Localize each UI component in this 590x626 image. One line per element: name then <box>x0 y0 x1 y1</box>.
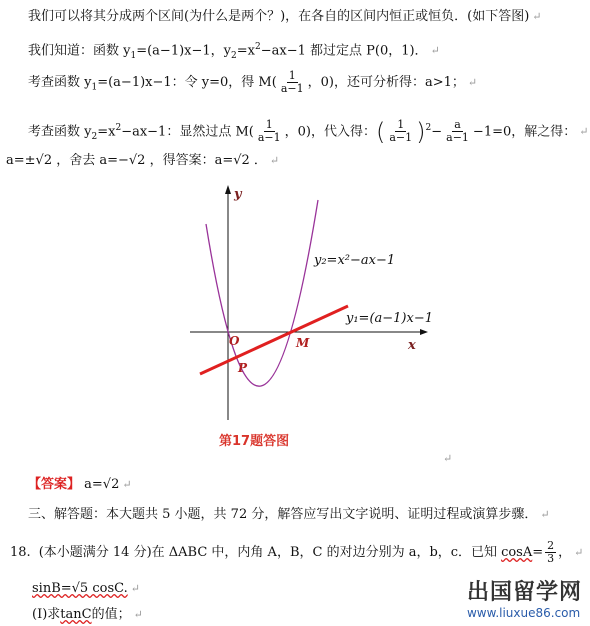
figure-caption: 第17题答图 <box>219 434 290 449</box>
fraction-two-thirds: $\frac{2}{3}$ <box>547 539 555 565</box>
parabola-curve <box>206 200 318 386</box>
paragraph-substitute: 考查函数 $y_2=x^2-ax-1$：显然过点 M( $\frac{1}{a-1}$ ，0)，代入得：( $\frac{1}{a-1}$ )$^2$− $\frac{a}{a-1}$ −1=0，解之得： ↵ <box>28 117 589 146</box>
question-18-condition: sinB=√5 cosC. ↵ <box>32 581 140 596</box>
y-axis-arrow-icon <box>225 185 231 194</box>
graph-figure <box>180 180 450 430</box>
paragraph-solution: a=±√2 ，舍去 a=−√2 ，得答案：a=√2 ． ↵ <box>6 153 280 168</box>
paragraph-intervals: 我们可以将其分成两个区间(为什么是两个？)，在各自的区间内恒正或恒负．(如下答图) ↵ <box>28 9 542 24</box>
x-axis-arrow-icon <box>420 329 428 335</box>
point-m-label: M <box>296 336 310 350</box>
y-axis-label: y <box>234 187 242 202</box>
answer-line: 【答案】 a=√2 ↵ <box>28 477 132 492</box>
fraction-1-over-a-minus-1: $\frac{1}{a-1}$ <box>280 69 304 95</box>
figure-return-mark: ↵ <box>443 452 453 465</box>
paragraph-line-zero: 考查函数 $y_1=(a-1)x-1$：令 y=0，得 M( $\frac{1}{a-1}$ ，0)，还可分析得：a>1； ↵ <box>28 69 478 95</box>
fraction-squared: $\frac{1}{a-1}$ <box>389 118 413 145</box>
paragraph-fixed-point: 我们知道：函数 $y_1=(a-1)x-1$，$y_2=x^2-ax-1$ 都过定点 P(0，1)． ↵ <box>28 42 440 61</box>
answer-value: a=√2 <box>84 477 120 492</box>
fraction-m-x: $\frac{1}{a-1}$ <box>257 118 281 145</box>
question-18: 18. (本小题满分 14 分)在 ΔABC 中，内角 A，B，C 的对边分别为 a，b，c．已知 cosA= $\frac{2}{3}$ ， ↵ <box>10 539 584 565</box>
point-p-label: P <box>238 361 248 375</box>
watermark-url: www.liuxue86.com <box>466 606 581 620</box>
question-18-part-1: (Ⅰ)求tanC的值； ↵ <box>32 607 143 622</box>
y1-function-label: y₁=(a−1)x−1 <box>346 311 434 326</box>
answer-tag: 【答案】 <box>28 477 81 492</box>
section-three-heading: 三、解答题：本大题共 5 小题，共 72 分，解答应写出文字说明、证明过程或演算步骤． ↵ <box>28 507 550 522</box>
watermark-logo <box>467 575 582 620</box>
fraction-a-over: $\frac{a}{a-1}$ <box>446 118 469 145</box>
line-y1 <box>200 306 348 374</box>
y2-function-label: y₂=x²−ax−1 <box>314 253 396 268</box>
watermark-title: 出国留学网 <box>466 580 582 605</box>
origin-label: O <box>229 334 240 348</box>
x-axis-label: x <box>408 338 416 353</box>
